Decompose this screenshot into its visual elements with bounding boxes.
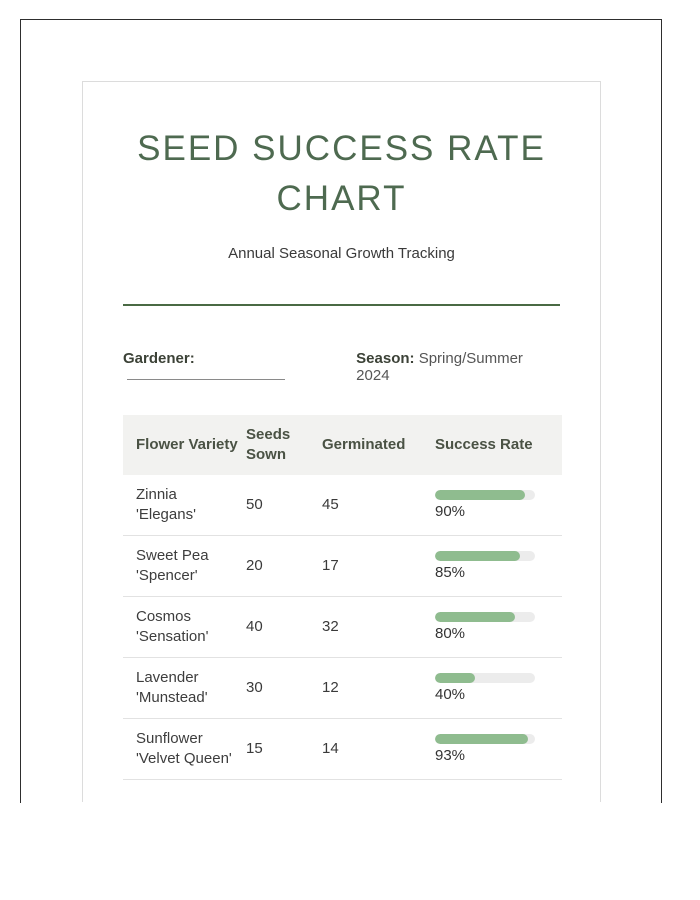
cell-germinated: 12 xyxy=(322,658,435,719)
header-germinated: Germinated xyxy=(322,415,435,475)
table-row xyxy=(123,658,562,719)
page-title: SEED SUCCESS RATE CHART xyxy=(137,129,546,218)
cell-variety: Sunflower 'Velvet Queen' xyxy=(123,719,246,780)
cell-germinated: 14 xyxy=(322,719,435,780)
success-rate-value: 93% xyxy=(435,746,466,764)
header-flower-variety: Flower Variety xyxy=(123,415,246,475)
cell-germinated: 17 xyxy=(322,536,435,597)
table-row xyxy=(123,536,562,597)
season-value: Spring/Summer 2024 xyxy=(356,350,523,384)
success-rate-value: 80% xyxy=(435,624,466,642)
meta-row xyxy=(123,350,560,384)
success-rate-bar xyxy=(435,612,535,622)
success-rate-bar xyxy=(435,673,535,683)
table-header-row xyxy=(123,415,562,475)
success-rate-value: 40% xyxy=(435,685,466,703)
success-rate-bar-fill xyxy=(435,734,528,744)
cell-success-rate xyxy=(435,719,562,780)
success-rate-value: 90% xyxy=(435,502,466,520)
title-divider xyxy=(123,304,560,306)
header-success-rate: Success Rate xyxy=(435,415,562,475)
success-rate-bar-fill xyxy=(435,673,475,683)
cell-success-rate xyxy=(435,475,562,536)
table-row xyxy=(123,719,562,780)
success-rate-value: 85% xyxy=(435,563,466,581)
table-row xyxy=(123,475,562,536)
success-rate-bar-fill xyxy=(435,490,525,500)
cell-variety: Lavender 'Munstead' xyxy=(123,658,246,719)
page-subtitle: Annual Seasonal Growth Tracking xyxy=(228,245,455,262)
success-rate-bar xyxy=(435,551,535,561)
gardener-label: Gardener: xyxy=(123,350,195,367)
cell-variety: Zinnia 'Elegans' xyxy=(123,475,246,536)
cell-success-rate xyxy=(435,536,562,597)
cell-variety: Sweet Pea 'Spencer' xyxy=(123,536,246,597)
cell-seeds-sown: 20 xyxy=(246,536,322,597)
cell-success-rate xyxy=(435,597,562,658)
success-rate-bar-fill xyxy=(435,551,520,561)
cell-germinated: 45 xyxy=(322,475,435,536)
success-rate-bar xyxy=(435,490,535,500)
gardener-blank-line xyxy=(127,368,285,380)
cell-seeds-sown: 30 xyxy=(246,658,322,719)
success-rate-table xyxy=(123,415,562,780)
season-field xyxy=(356,350,560,384)
document-card xyxy=(82,81,601,802)
season-label: Season: xyxy=(356,350,415,367)
success-rate-bar xyxy=(435,734,535,744)
header-seeds-sown: Seeds Sown xyxy=(246,415,322,475)
cell-success-rate xyxy=(435,658,562,719)
table-row xyxy=(123,597,562,658)
cell-germinated: 32 xyxy=(322,597,435,658)
gardener-field xyxy=(123,350,356,384)
cell-seeds-sown: 50 xyxy=(246,475,322,536)
cell-seeds-sown: 40 xyxy=(246,597,322,658)
success-rate-bar-fill xyxy=(435,612,515,622)
cell-seeds-sown: 15 xyxy=(246,719,322,780)
cell-variety: Cosmos 'Sensation' xyxy=(123,597,246,658)
